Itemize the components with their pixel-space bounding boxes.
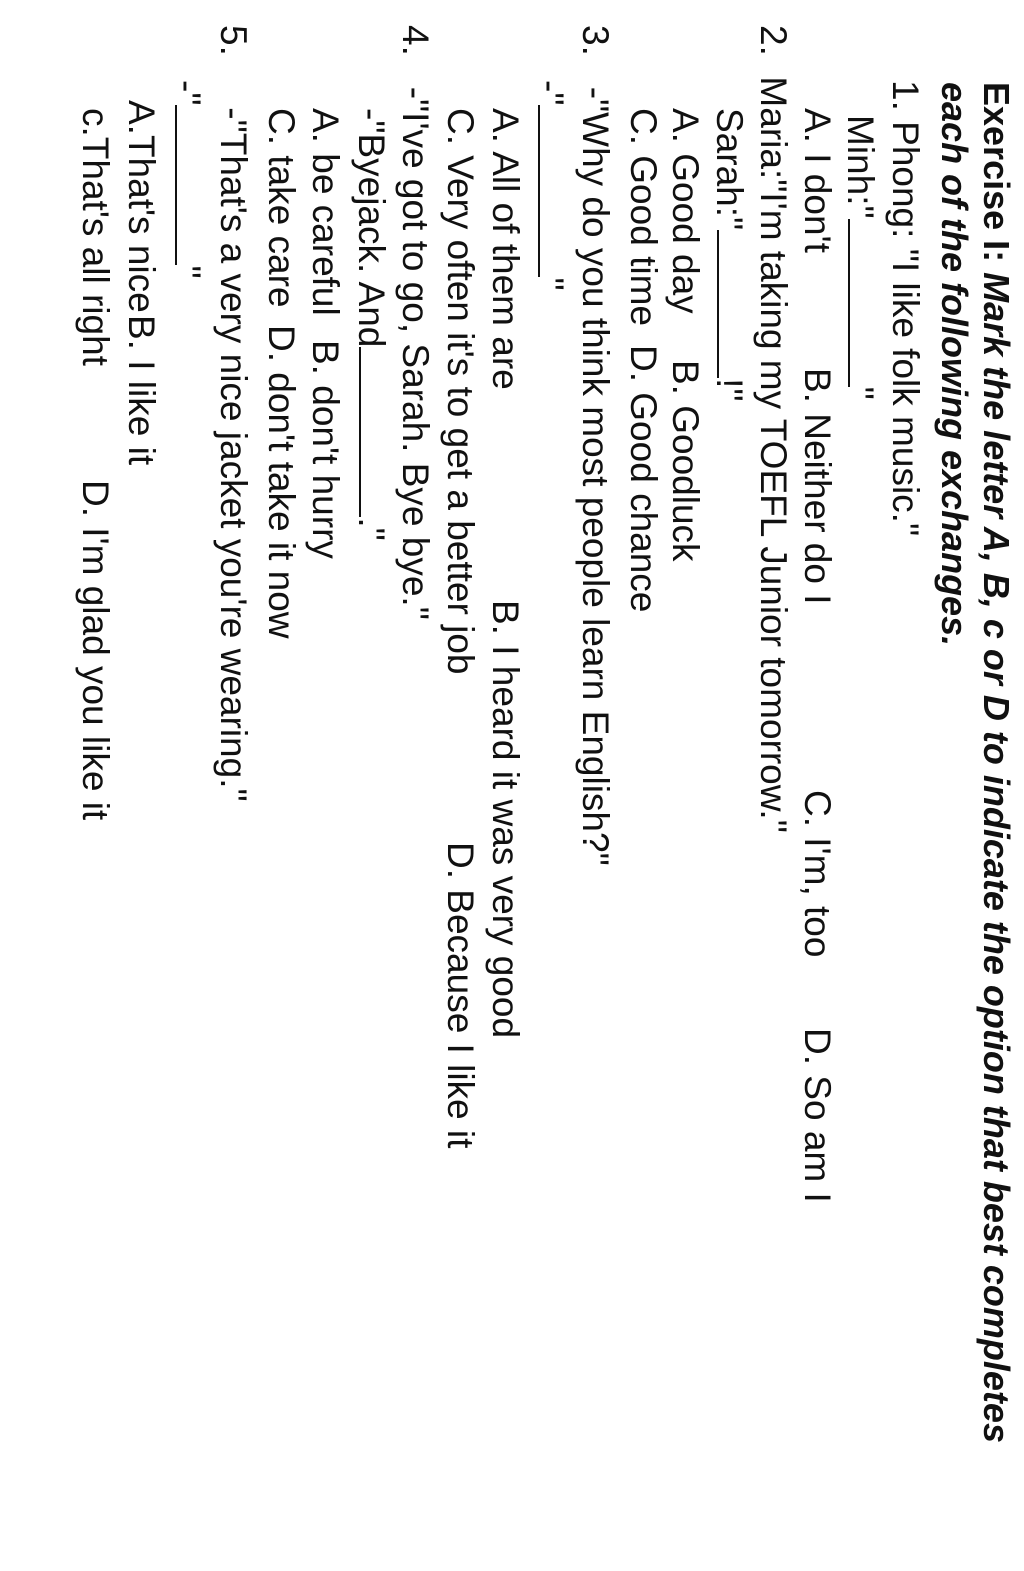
question-4-response: [353, 108, 390, 541]
question-1-prompt: [887, 80, 924, 536]
question-5-speaker: -": [167, 80, 208, 106]
question-2-blank[interactable]: [717, 230, 720, 378]
question-1-blank[interactable]: [848, 219, 851, 387]
question-5-number: 5.: [213, 25, 254, 56]
question-3-line1: -"Why do you think most people learn English?": [575, 86, 616, 866]
question-2-number: 2.: [753, 25, 794, 56]
question-1-option-b[interactable]: B. Neither do I: [797, 368, 838, 605]
question-5-prompt: [215, 25, 252, 802]
question-1-number: 1.: [885, 80, 926, 111]
question-4-line1: -"I've got to go, Sarah. Bye bye.": [395, 86, 436, 620]
question-5-option-a[interactable]: A.That's nice: [121, 100, 162, 313]
question-3-option-c[interactable]: C. Very often it's to get a better job: [440, 108, 481, 675]
question-5-response: [169, 80, 206, 279]
question-1-option-c[interactable]: C. I'm, too: [797, 790, 838, 958]
exercise-instruction-2: each of the following exchanges.: [934, 82, 975, 647]
question-3-option-b[interactable]: B. I heard it was very good: [485, 600, 526, 1039]
question-1-response: [842, 115, 879, 400]
question-2-response: [711, 108, 748, 402]
question-2-option-b[interactable]: B. Goodluck: [665, 360, 706, 562]
question-3-speaker: -": [530, 80, 571, 106]
question-3-response: [532, 80, 569, 291]
question-3-number: 3.: [575, 25, 616, 56]
question-4-close: .": [351, 517, 392, 541]
question-5-line1: -"That's a very nice jacket you're wearing.": [213, 107, 254, 802]
question-2-speaker: Sarah:": [709, 108, 750, 231]
question-5-option-d[interactable]: D. I'm glad you like it: [75, 480, 116, 821]
question-4-speaker: -"Byejack. And: [351, 108, 392, 348]
exercise-heading: Exercise I:: [976, 82, 1017, 263]
question-4-blank[interactable]: [359, 347, 362, 517]
question-1-option-a[interactable]: A. I don't: [797, 108, 838, 253]
question-1-speaker: Minh:": [840, 115, 881, 219]
question-3-option-a[interactable]: A. All of them are: [485, 108, 526, 390]
question-1-option-d[interactable]: D. So am I: [797, 1028, 838, 1203]
question-5-option-b[interactable]: B. I like it: [121, 315, 162, 466]
exercise-instruction-1: Mark the letter A, B, c or D to indicate the option that best completes: [976, 272, 1017, 1443]
question-3-option-d[interactable]: D. Because I like it: [440, 842, 481, 1149]
exercise-title-line-2: [934, 82, 975, 647]
exercise-title-line-1: [976, 82, 1017, 1443]
question-2-option-c[interactable]: C. Good time: [623, 108, 664, 326]
question-1-line1: Phong: "I like folk music.": [885, 121, 926, 537]
question-4-option-b[interactable]: B. don't hurry: [305, 340, 346, 559]
question-4-option-d[interactable]: D. don't take it now: [261, 325, 302, 639]
question-2-prompt: [755, 25, 792, 833]
question-5-blank[interactable]: [175, 105, 178, 265]
question-2-close: !": [709, 378, 750, 402]
question-3-blank[interactable]: [538, 105, 541, 277]
question-5-option-c[interactable]: c.That's all right: [75, 108, 116, 366]
question-4-option-c[interactable]: C. take care: [261, 108, 302, 308]
question-1-close: ": [840, 386, 881, 400]
question-3-close: ": [530, 277, 571, 291]
question-3-prompt: [577, 25, 614, 866]
question-4-option-a[interactable]: A. be careful: [305, 108, 346, 316]
question-4-prompt: [397, 25, 434, 620]
question-2-option-a[interactable]: A. Good day: [665, 108, 706, 314]
question-5-close: ": [167, 265, 208, 279]
question-2-line1: Maria:"I'm taking my TOEFL Junior tomorrow.": [753, 76, 794, 833]
question-4-number: 4.: [395, 25, 436, 56]
question-2-option-d[interactable]: D. Good chance: [623, 345, 664, 613]
